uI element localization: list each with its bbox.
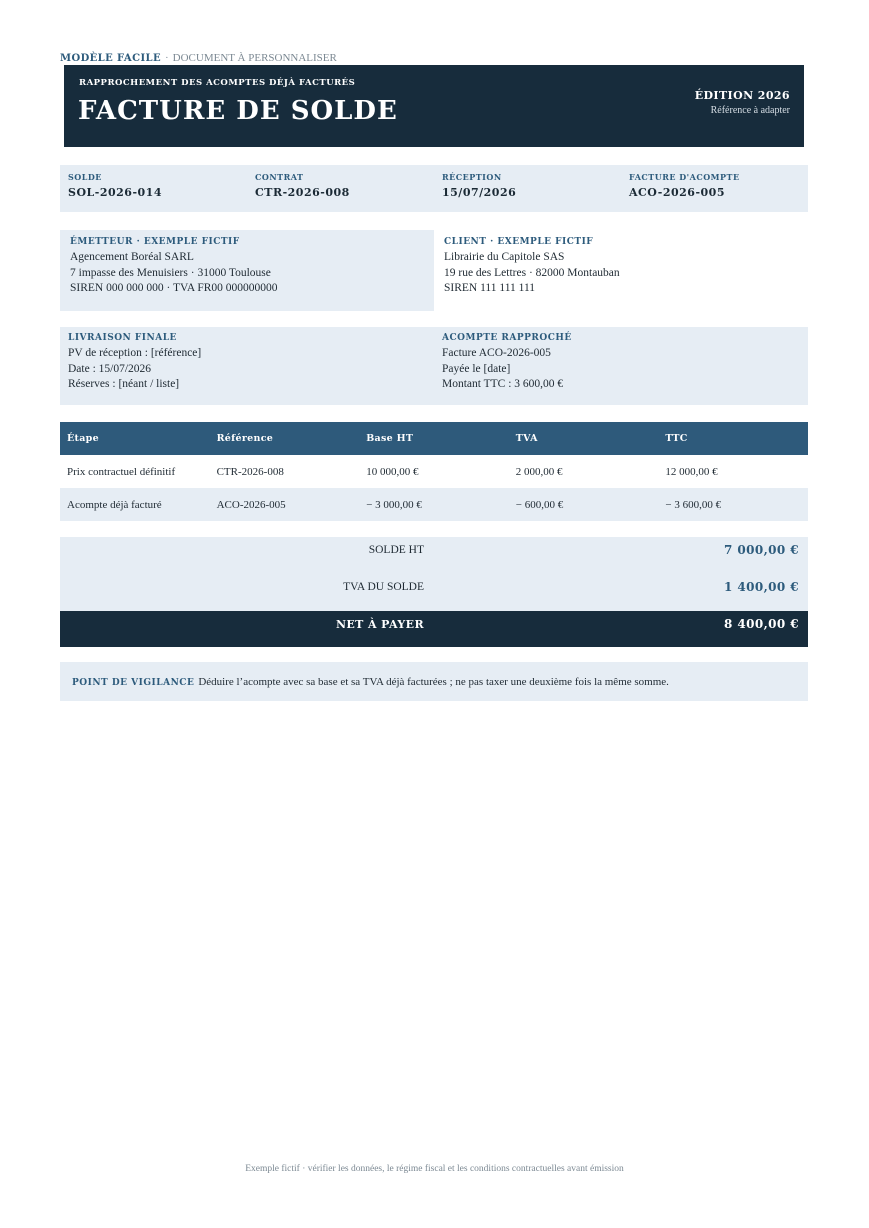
meta-value: CTR-2026-008: [255, 186, 350, 199]
deposit-block: [434, 327, 808, 405]
client-line: SIREN 111 111 111: [444, 282, 536, 294]
meta-value: ACO-2026-005: [629, 186, 725, 199]
vat-value: 1 400,00 €: [724, 580, 799, 594]
vat-label: TVA DU SOLDE: [343, 581, 424, 593]
header-kicker: RAPPROCHEMENT DES ACOMPTES DÉJÀ FACTURÉS: [79, 78, 356, 88]
table-header-row: [60, 422, 808, 455]
issuer-label: ÉMETTEUR · EXEMPLE FICTIF: [70, 237, 240, 247]
issuer-line: Agencement Boréal SARL: [70, 251, 194, 263]
edition-label: ÉDITION 2026: [694, 89, 790, 102]
vigilance-text: Déduire l’acompte avec sa base et sa TVA déjà facturées ; ne pas taxer une deuxième fois la même somme.: [198, 676, 669, 688]
table-cell: Prix contractuel définitif: [67, 465, 176, 478]
table-cell: − 600,00 €: [509, 488, 659, 521]
delivery-line: Date : 15/07/2026: [68, 362, 152, 375]
issuer-line: 7 impasse des Menuisiers · 31000 Toulouse: [70, 266, 271, 279]
issuer-line: SIREN 000 000 000 · TVA FR00 000000000: [70, 282, 278, 294]
meta-value: 15/07/2026: [442, 186, 517, 199]
brand-name: MODÈLE FACILE: [60, 53, 161, 64]
subtotal-label: SOLDE HT: [368, 544, 424, 556]
net-row: [60, 611, 808, 647]
table-cell: − 3 000,00 €: [359, 488, 509, 521]
table-cell: − 3 600,00 €: [658, 488, 808, 521]
invoice-lines-table: [60, 422, 808, 521]
vat-row: [60, 574, 808, 611]
vigilance-note: [60, 662, 808, 701]
deposit-line: Facture ACO-2026-005: [442, 347, 551, 359]
client-label: CLIENT · EXEMPLE FICTIF: [444, 237, 594, 247]
table-cell: 12 000,00 €: [665, 465, 718, 478]
meta-contrat: [255, 172, 435, 199]
client-block: [434, 230, 808, 311]
meta-label: SOLDE: [68, 172, 102, 182]
table-cell: CTR-2026-008: [216, 465, 284, 478]
subtotal-row: [60, 537, 808, 574]
net-value: 8 400,00 €: [724, 617, 799, 631]
invoice-meta-band: [60, 165, 808, 212]
brand-subtitle: DOCUMENT À PERSONNALISER: [172, 52, 337, 64]
table-row: [60, 488, 808, 521]
meta-label: RÉCEPTION: [442, 172, 502, 182]
deposit-label: ACOMPTE RAPPROCHÉ: [442, 333, 572, 343]
deposit-line: Montant TTC : 3 600,00 €: [442, 378, 564, 390]
edition-note: Référence à adapter: [710, 105, 790, 116]
deposit-line: Payée le [date]: [442, 362, 511, 375]
table-cell: ACO-2026-005: [210, 488, 360, 521]
delivery-line: PV de réception : [référence]: [68, 347, 202, 359]
column-header-tva: TVA: [509, 422, 659, 455]
column-header-base-ht: Base HT: [359, 422, 509, 455]
table-cell: Acompte déjà facturé: [60, 488, 210, 521]
subtotal-value: 7 000,00 €: [724, 543, 799, 557]
delivery-label: LIVRAISON FINALE: [68, 333, 177, 343]
delivery-line: Réserves : [néant / liste]: [68, 378, 180, 390]
table-row: [60, 455, 808, 488]
totals-block: [60, 537, 808, 647]
meta-acompte: [629, 172, 809, 199]
meta-reception: [442, 172, 622, 199]
meta-label: FACTURE D'ACOMPTE: [629, 172, 740, 182]
vigilance-label: POINT DE VIGILANCE: [72, 678, 195, 688]
footer-disclaimer: Exemple fictif · vérifier les données, le régime fiscal et les conditions contractuelles avant émission: [245, 1164, 624, 1174]
table-cell: 10 000,00 €: [366, 465, 419, 478]
meta-solde: [68, 172, 248, 199]
table-cell: 2 000,00 €: [515, 465, 563, 478]
meta-label: CONTRAT: [255, 172, 304, 182]
column-header-ttc: TTC: [658, 422, 808, 455]
issuer-block: [60, 230, 434, 311]
client-line: 19 rue des Lettres · 82000 Montauban: [444, 266, 620, 279]
column-header-reference: Référence: [210, 422, 360, 455]
page-title: FACTURE DE SOLDE: [78, 96, 398, 126]
delivery-block: [60, 327, 434, 405]
client-line: Librairie du Capitole SAS: [444, 251, 565, 263]
meta-value: SOL-2026-014: [68, 186, 162, 199]
column-header-etape: Étape: [60, 422, 210, 455]
net-label: NET À PAYER: [335, 618, 424, 631]
brand-separator: ·: [164, 52, 169, 64]
brand-line: [60, 52, 337, 65]
invoice-header: [64, 65, 804, 147]
